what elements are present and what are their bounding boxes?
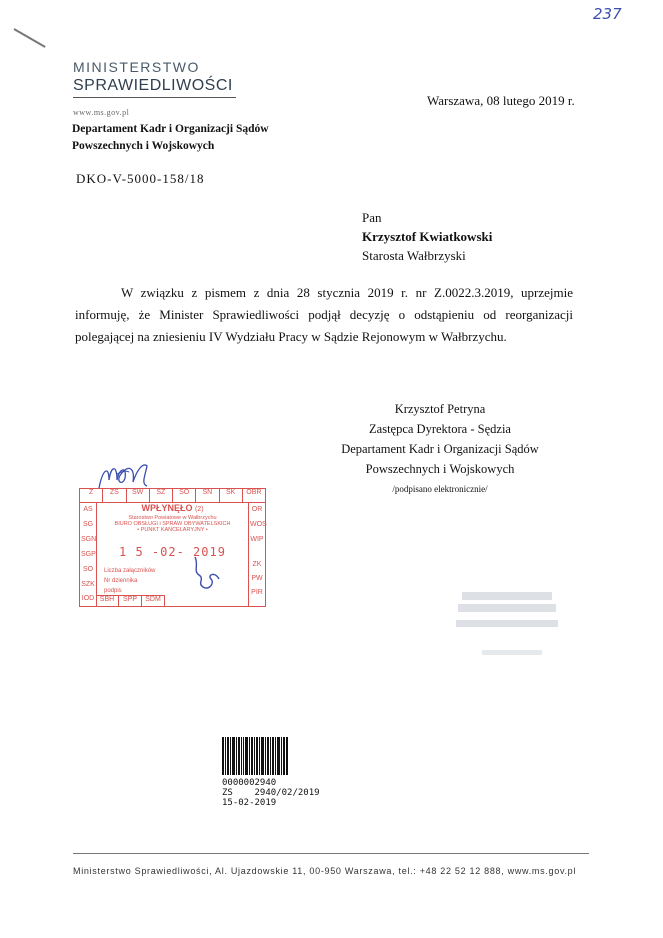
department-line2: Powszechnych i Wojskowych bbox=[72, 140, 215, 152]
stamp-cell: Z bbox=[80, 489, 103, 502]
stamp-cell: SK bbox=[220, 489, 243, 502]
stamp-signature-scribble bbox=[185, 553, 225, 595]
addressee-block bbox=[362, 208, 492, 265]
body-paragraph: W związku z pismem z dnia 28 stycznia 2019 r. nr Z.0022.3.2019, uprzejmie informuję, że Minister Sprawiedliwości podjął decyzję o odstąpieniu od reorganizacji polegającej na zniesieniu IV Wydziału Pracy w Sądzie Rejonowym w Wałbrzychu. bbox=[75, 285, 573, 344]
stamp-right-cell: WIP bbox=[250, 536, 264, 543]
stamp-right-cell: ZK bbox=[252, 561, 262, 568]
stamp-left-cell: IOD bbox=[81, 595, 95, 602]
signature-dept2: Powszechnych i Wojskowych bbox=[365, 462, 515, 476]
footer-divider bbox=[73, 853, 589, 854]
barcode-graphic bbox=[222, 737, 288, 775]
stamp-line-signature: podpis bbox=[104, 588, 122, 594]
addressee-salutation: Pan bbox=[362, 210, 382, 225]
stamp-title: WPŁYNĘŁO (2) bbox=[141, 503, 204, 513]
stamp-left-cell: SO bbox=[82, 566, 94, 573]
barcode-date: 15-02-2019 bbox=[222, 798, 277, 808]
stamp-left-cell: AS bbox=[83, 506, 93, 513]
stamp-cell: SBH bbox=[96, 596, 119, 606]
signature-dept1: Departament Kadr i Organizacji Sądów bbox=[341, 442, 539, 456]
stamp-right-cell: WOS bbox=[250, 521, 267, 528]
stamp-cell: SZ bbox=[150, 489, 173, 502]
department-line1: Departament Kadr i Organizacji Sądów bbox=[72, 123, 269, 135]
barcode-text bbox=[222, 778, 320, 808]
addressee-name: Krzysztof Kwiatkowski bbox=[362, 229, 493, 244]
barcode-number: 0000002940 bbox=[222, 778, 277, 788]
faded-stamp-graphic bbox=[452, 588, 562, 660]
stamp-right-cell: PW bbox=[251, 575, 263, 582]
letter-date: Warszawa, 08 lutego 2019 r. bbox=[427, 93, 575, 108]
stamp-line-attachments: Liczba załączników bbox=[104, 568, 156, 574]
letter-body bbox=[75, 282, 573, 348]
stamp-left-cell: SG bbox=[82, 521, 94, 528]
page-number: 237 bbox=[593, 5, 622, 23]
stamp-cell: SW bbox=[127, 489, 150, 502]
stamp-office: Starostwo Powiatowe w Wałbrzychu BIURO OBSŁUGI i SPRAW OBYWATELSKICH • PUNKT KANCELARYJNY • bbox=[114, 515, 231, 533]
signature-note: /podpisano elektronicznie/ bbox=[392, 484, 488, 494]
addressee-title: Starosta Wałbrzyski bbox=[362, 248, 466, 263]
signature-name: Krzysztof Petryna bbox=[394, 402, 486, 416]
stamp-top-row bbox=[80, 489, 265, 503]
stamp-cell: SDM bbox=[142, 596, 165, 606]
received-stamp bbox=[79, 488, 266, 607]
stamp-cell: SN bbox=[196, 489, 219, 502]
logo-ministry: MINISTERSTWO bbox=[73, 59, 200, 75]
stamp-cell: SPP bbox=[119, 596, 142, 606]
stamp-right-cell: OR bbox=[251, 506, 263, 513]
stamp-right-cell: PIR bbox=[251, 589, 263, 596]
stamp-bottom-row bbox=[96, 595, 165, 606]
stamp-cell: SO bbox=[173, 489, 196, 502]
signature-block bbox=[318, 399, 562, 499]
corner-mark bbox=[14, 28, 46, 48]
logo-underline bbox=[73, 97, 236, 98]
stamp-cell: ZS bbox=[103, 489, 126, 502]
department-header bbox=[72, 121, 269, 155]
stamp-left-cell: SGN bbox=[81, 536, 97, 543]
stamp-left-cell: SZK bbox=[81, 581, 95, 588]
stamp-cell: OBR bbox=[246, 489, 262, 496]
stamp-left-cell: SGP bbox=[81, 551, 96, 558]
logo-url: www.ms.gov.pl bbox=[73, 108, 130, 117]
stamp-date: 1 5 -02- 2019 bbox=[119, 545, 226, 559]
stamp-line-journal: Nr dziennika bbox=[104, 578, 138, 584]
reference-number: DKO-V-5000-158/18 bbox=[76, 171, 205, 186]
barcode-code: ZS 2940/02/2019 bbox=[222, 788, 320, 798]
faded-bleedthrough-stamp bbox=[452, 588, 562, 663]
logo-justice: SPRAWIEDLIWOŚCI bbox=[73, 77, 233, 94]
signature-position: Zastępca Dyrektora - Sędzia bbox=[369, 422, 511, 436]
footer-address: Ministerstwo Sprawiedliwości, Al. Ujazdowskie 11, 00-950 Warszawa, tel.: +48 22 52 12 888, www.ms.gov.pl bbox=[73, 866, 577, 876]
